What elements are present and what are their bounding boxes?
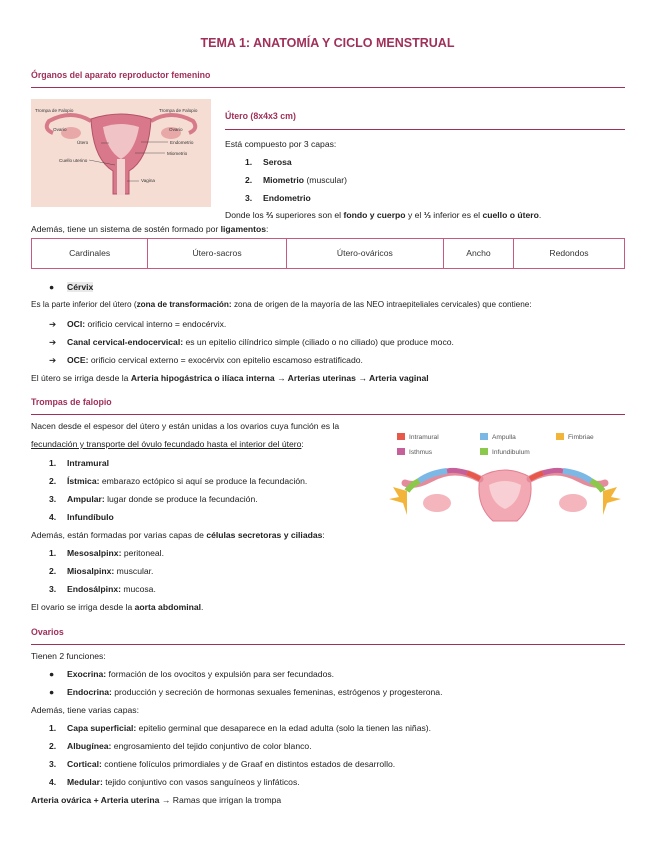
legend-swatch-fimbriae: [556, 433, 564, 440]
utero-heading: Útero (8x4x3 cm): [225, 111, 296, 121]
trompas-part: 4. Infundíbulo: [49, 512, 114, 522]
ovario-irrigation: El ovario se irriga desde la aorta abdominal.: [31, 602, 204, 612]
uterus-anatomy-image: [31, 99, 211, 207]
section-ovarios-heading: Ovarios: [31, 627, 64, 637]
label-cuello: Cuello uterino: [59, 158, 88, 163]
trompas-part: 2. Ístmica: embarazo ectópico si aquí se produce la fecundación.: [49, 476, 308, 486]
page-title: TEMA 1: ANATOMÍA Y CICLO MENSTRUAL: [200, 36, 455, 50]
ovarios-capa: 4. Medular: tejido conjuntivo con vasos sanguíneos y linfáticos.: [49, 777, 300, 787]
label-trompa-right: Trompa de Falopio: [159, 108, 198, 113]
ligamentos-table: [31, 238, 625, 269]
utero-intro: Está compuesto por 3 capas:: [225, 139, 337, 149]
table-cell: Cardinales: [32, 239, 148, 269]
legend-isthmus: Isthmus: [409, 449, 433, 456]
label-miometrio: Miometrio: [167, 151, 188, 156]
section-trompas-heading: Trompas de falopio: [31, 397, 112, 407]
label-vagina: Vagina: [141, 178, 155, 183]
trompas-capa: 3. Endosálpinx: mucosa.: [49, 584, 156, 594]
legend-swatch-intramural: [397, 433, 405, 440]
subsection-utero: [225, 111, 625, 130]
cervix-item: ➔ Canal cervical-endocervical: es un epitelio cilíndrico simple (ciliado o no ciliado) que produce moco.: [49, 337, 454, 347]
ovarios-capa: 3. Cortical: contiene folículos primordiales y de Graaf en distintos estados de desarrollo.: [49, 759, 396, 769]
legend-swatch-ampulla: [480, 433, 488, 440]
legend-swatch-isthmus: [397, 448, 405, 455]
utero-donde: Donde los ⅔ superiores son el fondo y cuerpo y el ⅓ inferior es el cuello o útero.: [225, 210, 542, 220]
legend-swatch-infundibulum: [480, 448, 488, 455]
cervix-heading: ● Cérvix: [49, 282, 94, 292]
utero-layer: 3. Endometrio: [245, 193, 311, 203]
ovarios-capas-intro: Además, tiene varias capas:: [31, 705, 139, 715]
ovarios-funcion: ● Exocrina: formación de los ovocitos y expulsión para ser fecundados.: [49, 669, 335, 679]
table-cell: Útero-sacros: [148, 239, 287, 269]
ovarios-final: Arteria ovárica + Arteria uterina → Ramas que irrigan la trompa: [31, 795, 282, 805]
fallopian-tube-illustration: [385, 425, 625, 530]
arrow-icon: ➔: [49, 337, 57, 347]
section-trompas: [31, 397, 625, 415]
legend-infundibulum: Infundibulum: [492, 449, 530, 456]
label-endometrio: Endometrio: [170, 140, 194, 145]
label-trompa-left: Trompa de Falopio: [35, 108, 74, 113]
bullet-icon: ●: [49, 282, 55, 292]
trompas-capas-intro: Además, están formadas por varias capas de células secretoras y ciliadas:: [31, 530, 325, 540]
legend-intramural: Intramural: [409, 434, 439, 441]
bullet-icon: ●: [49, 669, 55, 679]
legend-ampulla: Ampulla: [492, 434, 516, 441]
ligamentos-intro: Además, tiene un sistema de sostén formado por ligamentos:: [31, 224, 269, 234]
trompas-intro-2: fecundación y transporte del óvulo fecundado hasta el interior del útero:: [31, 439, 304, 449]
ovarios-funcion: ● Endocrina: producción y secreción de hormonas sexuales femeninas, estrógenos y progesterona.: [49, 687, 443, 697]
utero-irrigation: El útero se irriga desde la Arteria hipogástrica o ilíaca interna → Arterias uterinas → Arteria vaginal: [31, 373, 429, 383]
cervix-item: ➔ OCI: orificio cervical interno = endocérvix.: [49, 319, 227, 329]
table-cell: Ancho: [443, 239, 513, 269]
table-row: [32, 239, 625, 269]
arrow-icon: ➔: [49, 355, 57, 365]
label-utero: Útero: [77, 140, 89, 145]
section-organos-heading: Órganos del aparato reproductor femenino: [31, 70, 211, 80]
label-ovario-left: Ovario: [53, 127, 67, 132]
label-ovario-right: Ovario: [169, 127, 183, 132]
bullet-icon: ●: [49, 687, 55, 697]
cervix-desc: Es la parte inferior del útero (zona de transformación: zona de origen de la mayoría de las NEO intraepiteliales cervicales) que contiene:: [31, 300, 532, 309]
trompas-part: 1. Intramural: [49, 458, 110, 468]
trompas-capa: 2. Miosalpinx: muscular.: [49, 566, 154, 576]
section-ovarios: [31, 627, 625, 645]
ovarios-capa: 1. Capa superficial: epitelio germinal que desaparece en la edad adulta (solo la tienen las niñas).: [49, 723, 432, 733]
table-cell: Útero-ováricos: [286, 239, 443, 269]
utero-layer: 1. Serosa: [245, 157, 292, 167]
utero-layer: 2. Miometrio (muscular): [245, 175, 348, 185]
section-organos: [31, 70, 625, 88]
trompas-capa: 1. Mesosalpinx: peritoneal.: [49, 548, 164, 558]
trompas-part: 3. Ampular: lugar donde se produce la fecundación.: [49, 494, 258, 504]
legend-fimbriae: Fimbriae: [568, 434, 594, 441]
ovarios-intro: Tienen 2 funciones:: [31, 651, 106, 661]
trompas-intro-1: Nacen desde el espesor del útero y están unidas a los ovarios cuya función es la: [31, 421, 340, 431]
fallopian-tube-image: [385, 425, 625, 530]
arrow-icon: ➔: [49, 319, 57, 329]
uterus-illustration: [31, 99, 211, 207]
table-cell: Redondos: [513, 239, 624, 269]
cervix-item: ➔ OCE: orificio cervical externo = exocérvix con epitelio escamoso estratificado.: [49, 355, 363, 365]
ovarios-capa: 2. Albugínea: engrosamiento del tejido conjuntivo de color blanco.: [49, 741, 312, 751]
